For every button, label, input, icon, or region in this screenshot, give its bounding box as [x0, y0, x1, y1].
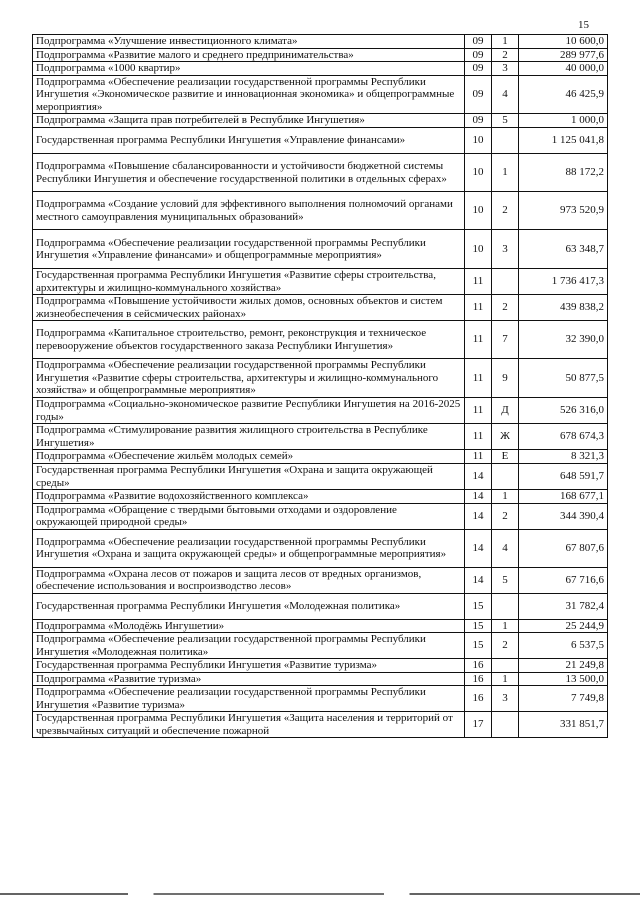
row-name: Подпрограмма «Капитальное строительство, ремонт, реконструкция и техническое перевооружение объектов государственного заказа Республики Ингушетия»	[33, 321, 465, 359]
row-program-code: 11	[465, 450, 492, 464]
row-amount: 7 749,8	[519, 686, 608, 712]
row-subprogram-code: Ж	[492, 424, 519, 450]
row-name: Подпрограмма «Обеспечение реализации государственной программы Республики Ингушетия «Управление финансами» и общепрограммные мероприятия»	[33, 230, 465, 269]
table-row	[33, 529, 608, 567]
row-program-code: 15	[465, 633, 492, 659]
table-row	[33, 48, 608, 62]
row-subprogram-code: 7	[492, 321, 519, 359]
row-amount: 13 500,0	[519, 672, 608, 686]
row-amount: 32 390,0	[519, 321, 608, 359]
page-number: 15	[578, 19, 589, 31]
row-program-code: 11	[465, 269, 492, 295]
row-name: Подпрограмма «Развитие малого и среднего предпринимательства»	[33, 48, 465, 62]
row-name: Государственная программа Республики Ингушетия «Управление финансами»	[33, 128, 465, 154]
row-name: Подпрограмма «Охрана лесов от пожаров и защита лесов от вредных организмов, обеспечение использования и воспроизводство лесов»	[33, 567, 465, 593]
table-row	[33, 593, 608, 619]
row-name: Государственная программа Республики Ингушетия «Защита населения и территорий от чрезвычайных ситуаций и обеспечение пожарной	[33, 712, 465, 738]
row-subprogram-code: Е	[492, 450, 519, 464]
table-row	[33, 128, 608, 154]
row-name: Подпрограмма «Обеспечение реализации государственной программы Республики Ингушетия «Молодежная политика»	[33, 633, 465, 659]
row-name: Подпрограмма «Обеспечение жильём молодых семей»	[33, 450, 465, 464]
row-amount: 67 716,6	[519, 567, 608, 593]
row-program-code: 16	[465, 686, 492, 712]
row-name: Подпрограмма «Обеспечение реализации государственной программы Республики Ингушетия «Экономическое развитие и инновационная экономика» и общепрограммные мероприятия»	[33, 75, 465, 114]
table-row	[33, 686, 608, 712]
table-row	[33, 712, 608, 738]
row-subprogram-code: 2	[492, 192, 519, 230]
table-row	[33, 398, 608, 424]
row-name: Подпрограмма «Стимулирование развития жилищного строительства в Республике Ингушетия»	[33, 424, 465, 450]
table-row	[33, 424, 608, 450]
table-row	[33, 295, 608, 321]
table-row	[33, 464, 608, 490]
row-name: Подпрограмма «Развитие водохозяйственного комплекса»	[33, 490, 465, 504]
row-amount: 6 537,5	[519, 633, 608, 659]
row-subprogram-code: 1	[492, 672, 519, 686]
row-subprogram-code: 4	[492, 529, 519, 567]
row-name: Государственная программа Республики Ингушетия «Развитие туризма»	[33, 659, 465, 673]
row-program-code: 15	[465, 619, 492, 633]
row-amount: 168 677,1	[519, 490, 608, 504]
row-name: Подпрограмма «Обеспечение реализации государственной программы Республики Ингушетия «Развитие туризма»	[33, 686, 465, 712]
table-row	[33, 114, 608, 128]
row-program-code: 11	[465, 424, 492, 450]
row-program-code: 10	[465, 192, 492, 230]
row-program-code: 11	[465, 398, 492, 424]
row-amount: 50 877,5	[519, 359, 608, 398]
row-amount: 1 000,0	[519, 114, 608, 128]
row-subprogram-code	[492, 128, 519, 154]
row-name: Подпрограмма «Обеспечение реализации государственной программы Республики Ингушетия «Развитие сферы строительства, архитектуры и жилищно-коммунального хозяйства» и общепрограммные мероприятия»	[33, 359, 465, 398]
row-amount: 31 782,4	[519, 593, 608, 619]
row-amount: 10 600,0	[519, 35, 608, 49]
row-subprogram-code: 1	[492, 35, 519, 49]
row-name: Подпрограмма «Развитие туризма»	[33, 672, 465, 686]
row-amount: 344 390,4	[519, 503, 608, 529]
table-row	[33, 490, 608, 504]
row-program-code: 09	[465, 114, 492, 128]
row-subprogram-code: 2	[492, 48, 519, 62]
table-row	[33, 35, 608, 49]
row-program-code: 11	[465, 321, 492, 359]
row-amount: 439 838,2	[519, 295, 608, 321]
row-subprogram-code	[492, 593, 519, 619]
row-program-code: 09	[465, 48, 492, 62]
table-row	[33, 154, 608, 192]
row-subprogram-code: 4	[492, 75, 519, 114]
row-name: Подпрограмма «Создание условий для эффективного выполнения полномочий органами местного самоуправления муниципальных образований»	[33, 192, 465, 230]
row-amount: 25 244,9	[519, 619, 608, 633]
table-row	[33, 567, 608, 593]
row-subprogram-code: 1	[492, 619, 519, 633]
row-subprogram-code	[492, 712, 519, 738]
row-program-code: 09	[465, 35, 492, 49]
row-amount: 526 316,0	[519, 398, 608, 424]
row-amount: 63 348,7	[519, 230, 608, 269]
row-subprogram-code	[492, 464, 519, 490]
row-subprogram-code: 3	[492, 686, 519, 712]
row-name: Государственная программа Республики Ингушетия «Молодежная политика»	[33, 593, 465, 619]
row-subprogram-code: 3	[492, 230, 519, 269]
row-subprogram-code: 9	[492, 359, 519, 398]
row-program-code: 15	[465, 593, 492, 619]
row-name: Подпрограмма «Молодёжь Ингушетии»	[33, 619, 465, 633]
row-name: Подпрограмма «Защита прав потребителей в Республике Ингушетия»	[33, 114, 465, 128]
row-program-code: 14	[465, 567, 492, 593]
table-row	[33, 75, 608, 114]
row-program-code: 09	[465, 62, 492, 76]
table-row	[33, 192, 608, 230]
row-program-code: 11	[465, 359, 492, 398]
row-program-code: 16	[465, 659, 492, 673]
row-subprogram-code: 2	[492, 295, 519, 321]
row-amount: 88 172,2	[519, 154, 608, 192]
row-name: Подпрограмма «Социально-экономическое развитие Республики Ингушетия на 2016-2025 годы»	[33, 398, 465, 424]
table-row	[33, 672, 608, 686]
row-program-code: 10	[465, 128, 492, 154]
row-amount: 648 591,7	[519, 464, 608, 490]
row-amount: 678 674,3	[519, 424, 608, 450]
row-program-code: 14	[465, 529, 492, 567]
row-amount: 46 425,9	[519, 75, 608, 114]
row-name: Государственная программа Республики Ингушетия «Охрана и защита окружающей среды»	[33, 464, 465, 490]
row-amount: 40 000,0	[519, 62, 608, 76]
row-subprogram-code: 2	[492, 503, 519, 529]
row-name: Подпрограмма «1000 квартир»	[33, 62, 465, 76]
row-name: Подпрограмма «Улучшение инвестиционного климата»	[33, 35, 465, 49]
row-program-code: 11	[465, 295, 492, 321]
budget-table	[32, 34, 608, 738]
table-row	[33, 450, 608, 464]
table-row	[33, 321, 608, 359]
row-name: Подпрограмма «Повышение сбалансированности и устойчивости бюджетной системы Республики Ингушетия и обеспечение государственной политики в отдельных сферах»	[33, 154, 465, 192]
row-name: Государственная программа Республики Ингушетия «Развитие сферы строительства, архитектуры и жилищно-коммунального хозяйства»	[33, 269, 465, 295]
table-row	[33, 619, 608, 633]
table-row	[33, 62, 608, 76]
table-row	[33, 659, 608, 673]
row-subprogram-code: 3	[492, 62, 519, 76]
row-program-code: 09	[465, 75, 492, 114]
row-amount: 289 977,6	[519, 48, 608, 62]
table-row	[33, 359, 608, 398]
row-subprogram-code: 2	[492, 633, 519, 659]
row-name: Подпрограмма «Обеспечение реализации государственной программы Республики Ингушетия «Охрана и защита окружающей среды» и общепрограммные мероприятия»	[33, 529, 465, 567]
row-program-code: 16	[465, 672, 492, 686]
row-amount: 973 520,9	[519, 192, 608, 230]
row-subprogram-code: 5	[492, 114, 519, 128]
row-amount: 67 807,6	[519, 529, 608, 567]
row-name: Подпрограмма «Повышение устойчивости жилых домов, основных объектов и систем жизнеобеспечения в сейсмических районах»	[33, 295, 465, 321]
table-row	[33, 503, 608, 529]
row-program-code: 10	[465, 230, 492, 269]
table-row	[33, 633, 608, 659]
row-subprogram-code: Д	[492, 398, 519, 424]
row-amount: 8 321,3	[519, 450, 608, 464]
row-subprogram-code	[492, 269, 519, 295]
row-program-code: 14	[465, 503, 492, 529]
row-amount: 21 249,8	[519, 659, 608, 673]
row-amount: 1 736 417,3	[519, 269, 608, 295]
row-subprogram-code: 1	[492, 490, 519, 504]
row-program-code: 14	[465, 490, 492, 504]
table-row	[33, 230, 608, 269]
table-row	[33, 269, 608, 295]
row-program-code: 10	[465, 154, 492, 192]
row-program-code: 14	[465, 464, 492, 490]
row-amount: 1 125 041,8	[519, 128, 608, 154]
row-amount: 331 851,7	[519, 712, 608, 738]
row-name: Подпрограмма «Обращение с твердыми бытовыми отходами и оздоровление окружающей природной среды»	[33, 503, 465, 529]
row-program-code: 17	[465, 712, 492, 738]
row-subprogram-code: 5	[492, 567, 519, 593]
row-subprogram-code: 1	[492, 154, 519, 192]
scan-artifact-line	[0, 893, 640, 895]
row-subprogram-code	[492, 659, 519, 673]
